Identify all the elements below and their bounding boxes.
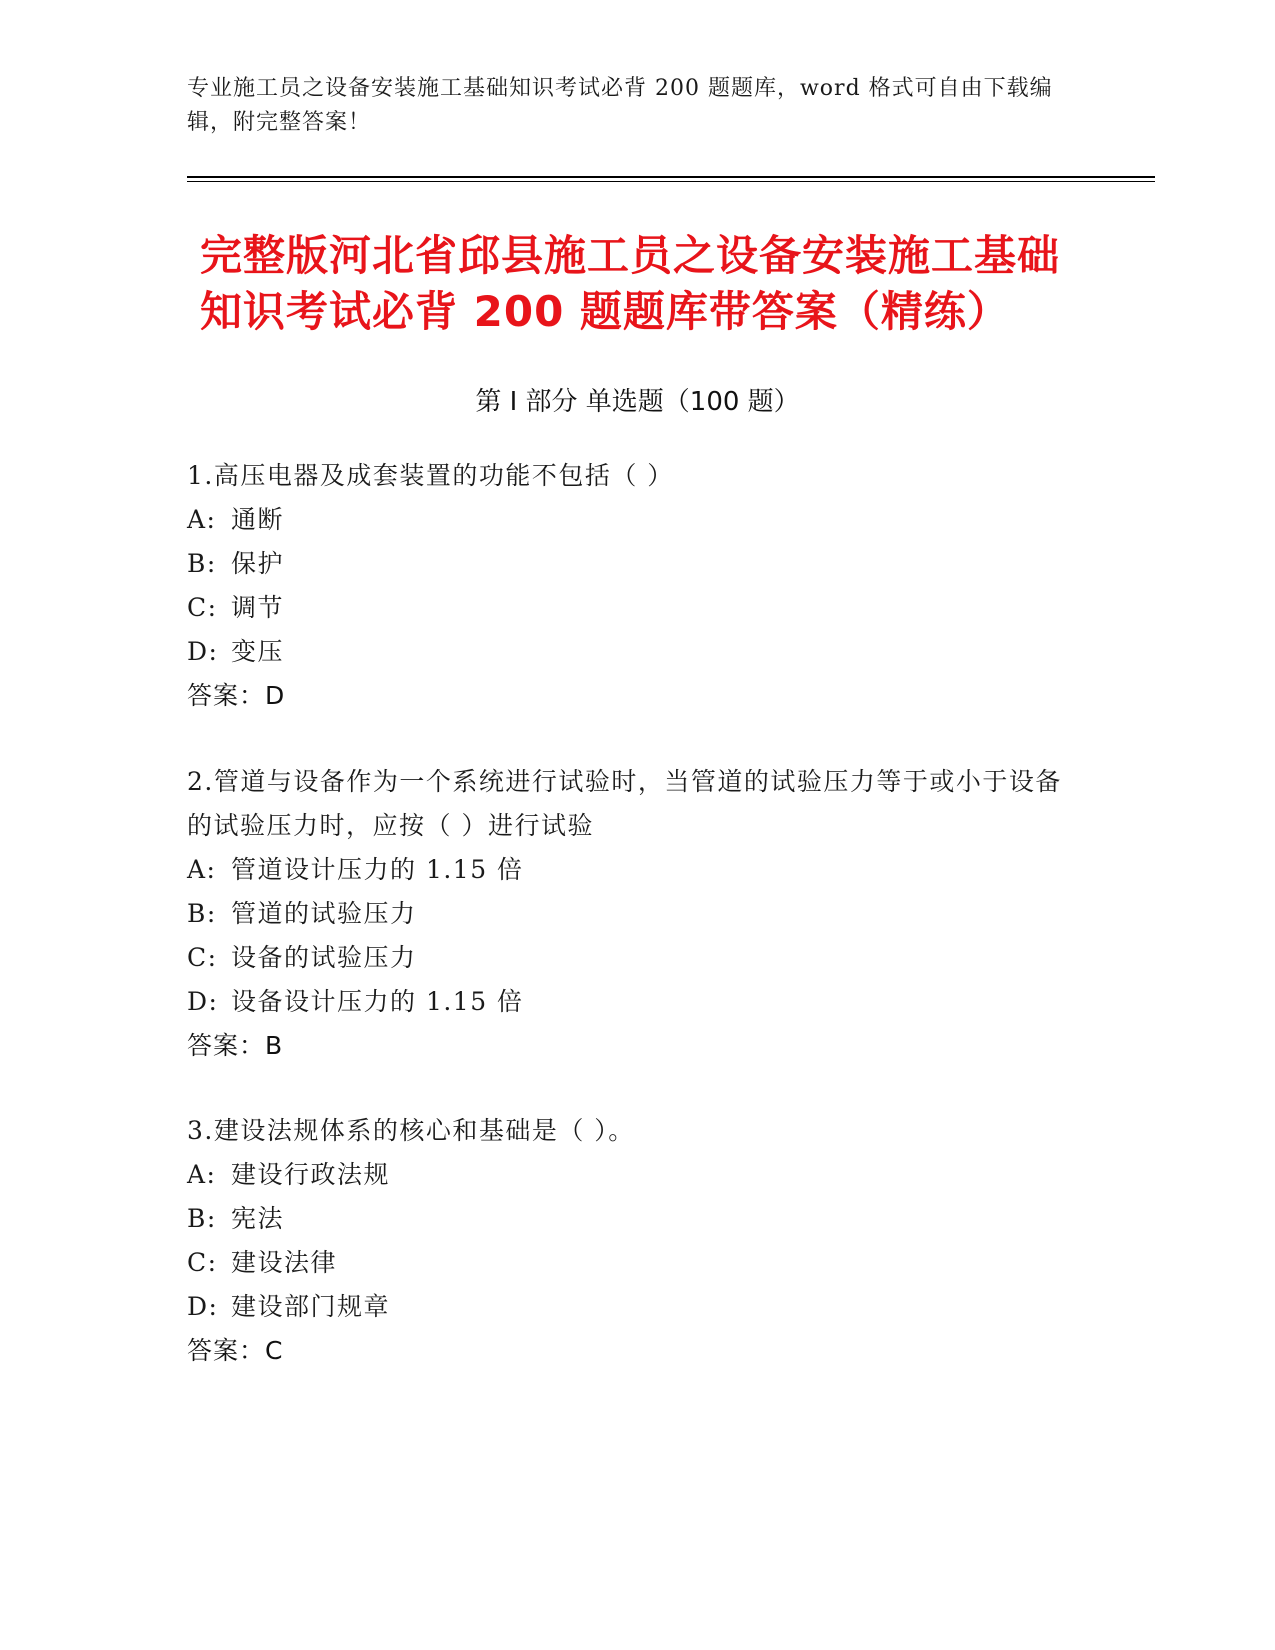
question-3 (187, 1109, 1067, 1373)
option-text: 设备的试验压力 (231, 943, 417, 972)
answer: 答案：D (187, 681, 286, 710)
option-key: B: (187, 899, 217, 928)
option-text: 调节 (231, 593, 285, 622)
option-c (187, 586, 1067, 630)
option-key: C: (187, 593, 218, 622)
option-b (187, 542, 1067, 586)
option-key: B: (187, 1204, 217, 1233)
option-b (187, 1197, 1067, 1241)
answer: 答案：B (187, 1031, 284, 1060)
option-text: 建设部门规章 (231, 1292, 391, 1321)
option-key: D: (187, 987, 219, 1016)
question-stem: 1.高压电器及成套装置的功能不包括（ ） (187, 461, 674, 490)
header-divider-thick (187, 176, 1155, 178)
option-key: C: (187, 1248, 218, 1277)
option-a (187, 848, 1067, 892)
option-text: 管道的试验压力 (231, 899, 417, 928)
option-key: D: (187, 637, 219, 666)
question-stem: 3.建设法规体系的核心和基础是（ ）。 (187, 1116, 635, 1145)
option-d (187, 630, 1067, 674)
answer: 答案：C (187, 1336, 284, 1365)
option-c (187, 1241, 1067, 1285)
option-key: D: (187, 1292, 219, 1321)
option-b (187, 892, 1067, 936)
section-heading: 第 I 部分 单选题（100 题） (475, 387, 800, 417)
option-key: C: (187, 943, 218, 972)
option-key: B: (187, 549, 217, 578)
option-text: 变压 (231, 637, 285, 666)
option-key: A: (187, 855, 217, 884)
option-a (187, 1153, 1067, 1197)
header-divider-thin (187, 181, 1155, 182)
option-text: 建设行政法规 (231, 1160, 391, 1189)
option-text: 设备设计压力的 1.15 倍 (231, 987, 524, 1016)
option-a (187, 498, 1067, 542)
question-1 (187, 454, 1067, 718)
option-key: A: (187, 1160, 217, 1189)
option-text: 保护 (231, 549, 285, 578)
question-2 (187, 760, 1067, 1068)
option-text: 通断 (231, 505, 285, 534)
option-key: A: (187, 505, 217, 534)
option-text: 宪法 (231, 1204, 285, 1233)
option-d (187, 1285, 1067, 1329)
header-note: 专业施工员之设备安装施工基础知识考试必背 200 题题库，word 格式可自由下载编辑，附完整答案！ (187, 76, 1053, 135)
option-c (187, 936, 1067, 980)
option-d (187, 980, 1067, 1024)
option-text: 建设法律 (231, 1248, 338, 1277)
question-stem: 2.管道与设备作为一个系统进行试验时，当管道的试验压力等于或小于设备的试验压力时，应按（ ）进行试验 (187, 767, 1062, 840)
option-text: 管道设计压力的 1.15 倍 (231, 855, 524, 884)
document-title: 完整版河北省邱县施工员之设备安装施工基础知识考试必背 200 题题库带答案（精练） (200, 231, 1061, 336)
